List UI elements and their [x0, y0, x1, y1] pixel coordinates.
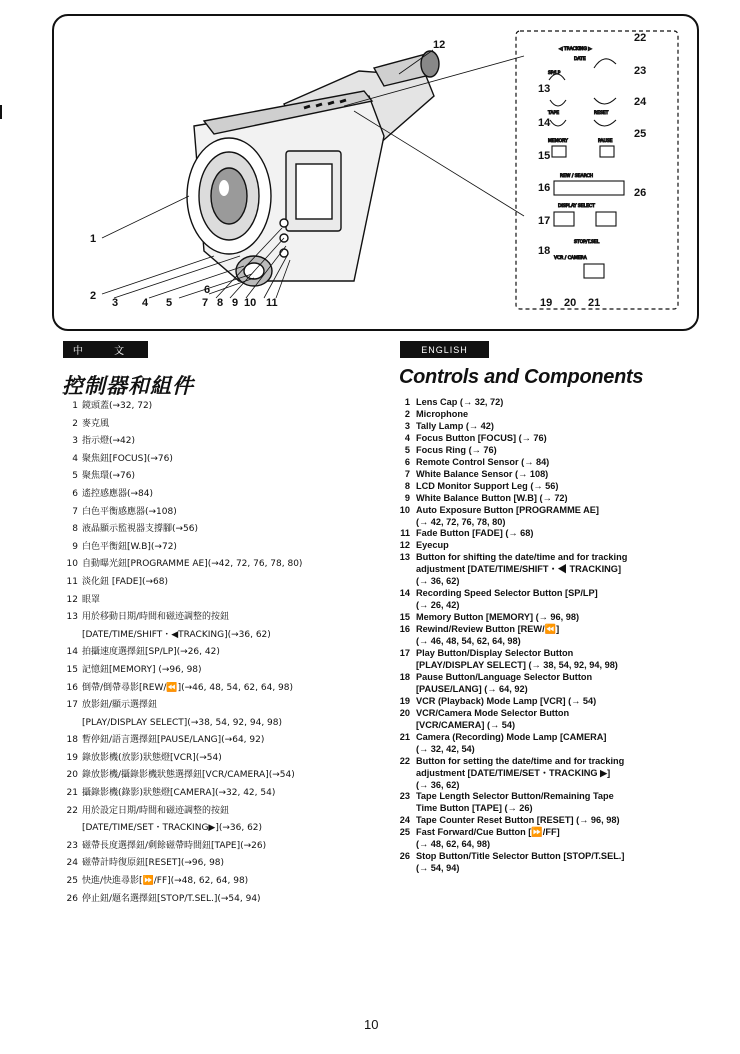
list-item [398, 672, 698, 696]
item-text [416, 505, 698, 529]
item-text [416, 851, 698, 875]
item-text [82, 609, 229, 627]
callout-25: 25 [634, 128, 647, 140]
item-number: 26 [66, 893, 78, 904]
callout-12: 12 [433, 39, 446, 51]
item-number: 21 [399, 731, 410, 742]
list-item [60, 838, 390, 856]
item-line: 鏡頭蓋(→32, 72) [82, 401, 153, 411]
item-line: 液晶顯示監視器支撐腳(→56) [82, 524, 199, 535]
item-text [416, 672, 698, 696]
item-line: 指示燈(→42) [82, 436, 136, 447]
list-item [398, 433, 698, 445]
list-item-continuation: [PLAY/DISPLAY SELECT](→38, 54, 92, 94, 98) [82, 717, 283, 728]
item-text [416, 756, 698, 792]
english-title: Controls and Components [399, 366, 644, 388]
item-line: (→ 32, 42, 54) [416, 743, 475, 754]
list-item [398, 505, 698, 529]
item-line: Tally Lamp (→ 42) [416, 420, 494, 431]
item-number: 23 [399, 791, 410, 802]
item-line: 磁帶計時復原鈕[RESET](→96, 98) [82, 858, 225, 869]
item-line: 聚焦環(→76) [82, 471, 136, 482]
item-line: adjustment [DATE/TIME/SET・TRACKING ▶] [416, 767, 611, 778]
item-line: 拍攝速度選擇鈕[SP/LP](→26, 42) [82, 647, 220, 658]
item-line: 暫停鈕/語言選擇鈕[PAUSE/LANG](→64, 92) [82, 735, 265, 746]
item-line: 遙控感應器(→84) [82, 488, 154, 499]
item-number: 8 [404, 480, 410, 491]
list-item [60, 609, 390, 627]
item-line: Pause Button/Language Selector Button [416, 671, 593, 682]
callout-20: 20 [564, 297, 577, 309]
item-line: (→ 26, 42) [416, 600, 460, 611]
item-number: 18 [399, 671, 410, 682]
list-item [398, 815, 698, 827]
list-item [60, 592, 390, 610]
item-number: 16 [66, 682, 78, 693]
item-line: 用於移動日期/時間和磁迹調整的按鈕 [82, 612, 230, 623]
callout-2: 2 [90, 290, 97, 302]
list-item [398, 612, 698, 624]
item-line: (→ 36, 62) [416, 779, 460, 790]
item-text [82, 855, 224, 873]
svg-text:DISPLAY SELECT: DISPLAY SELECT [558, 204, 595, 209]
item-number: 9 [404, 492, 410, 503]
item-text [416, 708, 698, 732]
list-item [398, 397, 698, 409]
item-text [416, 409, 698, 421]
item-line: (→ 48, 62, 64, 98) [416, 839, 491, 850]
item-line: (→ 46, 48, 54, 62, 64, 98) [416, 636, 521, 647]
item-number: 17 [66, 700, 78, 711]
item-line: (→ 54, 94) [416, 863, 460, 874]
item-text [416, 469, 698, 481]
item-text [82, 539, 177, 557]
item-number: 12 [66, 594, 78, 605]
control-panel-inset [516, 31, 678, 309]
item-line: 白色平衡鈕[W.B](→72) [82, 541, 177, 552]
item-text [82, 521, 198, 539]
callout-16: 16 [538, 182, 551, 194]
list-item [60, 644, 390, 662]
item-text [416, 540, 698, 552]
item-text [82, 838, 266, 856]
camcorder-drawing [187, 51, 439, 286]
list-item [398, 469, 698, 481]
item-number: 26 [399, 851, 410, 862]
item-line: Time Button [TAPE] (→ 26) [416, 803, 533, 814]
item-text [416, 827, 698, 851]
list-item [398, 827, 698, 851]
item-text [416, 433, 698, 445]
list-item [60, 873, 390, 891]
list-item [60, 785, 390, 803]
item-text [82, 803, 229, 821]
item-number: 5 [404, 444, 410, 455]
list-item [60, 556, 390, 574]
item-number: 2 [72, 418, 78, 429]
item-number: 7 [404, 468, 410, 479]
item-number: 16 [399, 624, 410, 635]
item-line: 快進/快進尋影[⏩/FF](→48, 62, 64, 98) [82, 876, 249, 887]
item-number: 1 [72, 401, 78, 411]
item-line: 錄放影機/攝錄影機狀態選擇鈕[VCR/CAMERA](→54) [82, 770, 295, 781]
item-text [82, 592, 100, 610]
item-text [82, 785, 275, 803]
list-item [60, 398, 390, 416]
item-text [416, 624, 698, 648]
list-item [60, 451, 390, 469]
item-number: 15 [66, 664, 78, 675]
item-number: 19 [66, 752, 78, 763]
item-text [82, 468, 135, 486]
list-item [60, 855, 390, 873]
item-line: Fast Forward/Cue Button [⏩/FF] [416, 827, 560, 838]
item-number: 1 [404, 397, 410, 407]
item-line: adjustment [DATE/TIME/SHIFT・◀ TRACKING] [416, 564, 622, 575]
svg-text:MEMORY: MEMORY [548, 139, 568, 144]
callout-19: 19 [540, 297, 553, 309]
item-line: Recording Speed Selector Button [SP/LP] [416, 588, 598, 599]
item-line: 攝錄影機(錄影)狀態燈[CAMERA](→32, 42, 54) [82, 788, 276, 799]
item-text [82, 433, 135, 451]
list-item-continuation: [DATE/TIME/SET・TRACKING▶](→36, 62) [82, 823, 263, 834]
item-line: [VCR/CAMERA] (→ 54) [416, 719, 516, 730]
item-line: 倒帶/倒帶尋影[REW/⏪](→46, 48, 54, 62, 64, 98) [82, 682, 294, 693]
svg-text:STOP/T.SEL: STOP/T.SEL [574, 240, 600, 245]
item-line: (→ 42, 72, 76, 78, 80) [416, 516, 506, 527]
callout-14: 14 [538, 117, 551, 129]
item-line: 聚焦鈕[FOCUS](→76) [82, 453, 173, 464]
list-item [398, 588, 698, 612]
item-line: Rewind/Review Button [REW/⏪] [416, 624, 560, 635]
english-component-list [398, 397, 698, 875]
page-number: 10 [364, 1017, 379, 1032]
callout-3: 3 [112, 297, 119, 309]
list-item [398, 481, 698, 493]
svg-text:◀ TRACKING ▶: ◀ TRACKING ▶ [559, 47, 592, 52]
callout-22: 22 [634, 32, 647, 44]
item-line: 錄放影機(放影)狀態燈[VCR](→54) [82, 752, 222, 763]
item-line: Camera (Recording) Mode Lamp [CAMERA] [416, 731, 607, 742]
list-item [398, 732, 698, 756]
item-text [82, 574, 168, 592]
item-text [82, 398, 152, 416]
callout-23: 23 [634, 65, 647, 77]
item-number: 25 [66, 876, 78, 887]
item-number: 5 [72, 471, 78, 482]
item-number: 21 [66, 788, 78, 799]
svg-text:SP/LP: SP/LP [548, 71, 561, 76]
item-line: 放影鈕/顯示選擇鈕 [82, 700, 158, 711]
svg-text:VCR / CAMERA: VCR / CAMERA [554, 256, 587, 261]
item-number: 11 [400, 528, 410, 539]
item-text [416, 648, 698, 672]
item-number: 22 [399, 755, 410, 766]
item-text [82, 697, 157, 715]
item-line: VCR/Camera Mode Selector Button [416, 707, 570, 718]
chinese-title: 控制器和組件 [62, 373, 194, 398]
list-item [60, 539, 390, 557]
item-line: Button for shifting the date/time and for tracking [416, 552, 628, 563]
item-number: 20 [399, 707, 410, 718]
item-number: 6 [404, 456, 410, 467]
item-text [82, 750, 222, 768]
item-number: 10 [399, 504, 410, 515]
camcorder-figure [52, 14, 699, 331]
item-number: 13 [399, 552, 410, 563]
item-text [82, 644, 220, 662]
svg-text:RESET: RESET [594, 111, 609, 116]
callout-10: 10 [244, 297, 257, 309]
list-item [398, 445, 698, 457]
item-number: 3 [404, 420, 410, 431]
callout-11: 11 [266, 297, 278, 309]
item-number: 6 [72, 488, 78, 499]
item-line: Tape Counter Reset Button [RESET] (→ 96, 98) [416, 815, 620, 826]
item-line: Focus Button [FOCUS] (→ 76) [416, 432, 547, 443]
list-item [60, 803, 390, 821]
item-text [82, 416, 109, 434]
item-text [82, 451, 173, 469]
camcorder-illustration [54, 16, 697, 329]
item-number: 2 [404, 408, 410, 419]
item-text [416, 445, 698, 457]
list-item [60, 574, 390, 592]
list-item [398, 624, 698, 648]
item-line: 用於設定日期/時間和磁迹調整的按鈕 [82, 805, 230, 816]
item-number: 4 [72, 453, 78, 464]
item-text [416, 696, 698, 708]
item-number: 4 [404, 432, 410, 443]
item-line: Tape Length Selector Button/Remaining Tape [416, 791, 614, 802]
item-line: 眼罩 [82, 594, 101, 605]
item-line: Memory Button [MEMORY] (→ 96, 98) [416, 612, 580, 623]
item-line: VCR (Playback) Mode Lamp [VCR] (→ 54) [416, 695, 597, 706]
list-item [60, 750, 390, 768]
item-number: 11 [66, 576, 78, 587]
item-text [82, 680, 293, 698]
list-item [398, 648, 698, 672]
chinese-component-list [60, 398, 390, 908]
item-number: 8 [72, 524, 78, 535]
item-line: White Balance Sensor (→ 108) [416, 468, 549, 479]
callout-4: 4 [142, 297, 149, 309]
item-line: Auto Exposure Button [PROGRAMME AE] [416, 504, 599, 515]
callout-7: 7 [202, 297, 209, 309]
item-line: Focus Ring (→ 76) [416, 444, 497, 455]
item-number: 18 [66, 735, 78, 746]
item-line: LCD Monitor Support Leg (→ 56) [416, 480, 559, 491]
list-item [60, 486, 390, 504]
item-line: 白色平衡感應器(→108) [82, 506, 177, 517]
callout-6: 6 [204, 284, 211, 296]
item-number: 10 [66, 559, 78, 570]
item-number: 20 [66, 770, 78, 781]
item-number: 24 [399, 815, 410, 826]
item-number: 9 [72, 541, 78, 552]
callout-5: 5 [166, 297, 173, 309]
svg-text:PAUSE: PAUSE [598, 139, 613, 144]
list-item [60, 891, 390, 909]
callout-13: 13 [538, 83, 551, 95]
list-item [60, 468, 390, 486]
list-item [60, 521, 390, 539]
item-text [416, 588, 698, 612]
list-item [398, 552, 698, 588]
item-line: Play Button/Display Selector Button [416, 648, 574, 659]
svg-text:REW / SEARCH: REW / SEARCH [560, 174, 594, 179]
item-line: Fade Button [FADE] (→ 68) [416, 528, 534, 539]
item-number: 23 [66, 840, 78, 851]
item-text [416, 612, 698, 624]
svg-text:DATE: DATE [574, 57, 586, 62]
item-text [82, 891, 261, 909]
list-item [60, 662, 390, 680]
callout-15: 15 [538, 150, 551, 162]
list-item [60, 767, 390, 785]
callout-1: 1 [90, 233, 97, 245]
list-item-continuation: [DATE/TIME/SHIFT・◀TRACKING](→36, 62) [82, 629, 271, 640]
item-text [82, 556, 302, 574]
item-line: 停止鈕/題名選擇鈕[STOP/T.SEL.](→54, 94) [82, 893, 261, 904]
item-line: 淡化鈕 [FADE](→68) [82, 576, 169, 587]
item-number: 7 [72, 506, 78, 517]
list-item [398, 409, 698, 421]
callout-8: 8 [217, 297, 224, 309]
callout-17: 17 [538, 215, 551, 227]
callout-21: 21 [588, 297, 601, 309]
item-line: Button for setting the date/time and for tracking [416, 755, 625, 766]
list-item [60, 697, 390, 715]
item-text [82, 486, 153, 504]
list-item [60, 504, 390, 522]
item-number: 24 [66, 858, 78, 869]
list-item [60, 433, 390, 451]
item-number: 19 [399, 695, 410, 706]
item-text [416, 493, 698, 505]
item-number: 3 [72, 436, 78, 447]
item-text [416, 732, 698, 756]
binding-mark [0, 105, 2, 119]
item-text [416, 397, 698, 409]
item-number: 12 [399, 540, 410, 551]
item-line: [PAUSE/LANG] (→ 64, 92) [416, 683, 528, 694]
item-line: White Balance Button [W.B] (→ 72) [416, 492, 568, 503]
item-text [416, 552, 698, 588]
item-line: Lens Cap (→ 32, 72) [416, 397, 504, 407]
item-line: Microphone [416, 408, 469, 419]
item-line: 麥克風 [82, 418, 110, 429]
item-number: 13 [66, 612, 78, 623]
list-item [398, 457, 698, 469]
list-item [398, 708, 698, 732]
item-text [82, 732, 264, 750]
list-item [398, 756, 698, 792]
list-item [60, 416, 390, 434]
chinese-section-badge: 中 文 [63, 341, 148, 358]
list-item [398, 540, 698, 552]
list-item [60, 680, 390, 698]
item-text [82, 873, 248, 891]
item-text [416, 481, 698, 493]
callout-24: 24 [634, 96, 647, 108]
item-text [416, 528, 698, 540]
list-item [60, 732, 390, 750]
item-text [416, 791, 698, 815]
item-line: 自動曝光鈕[PROGRAMME AE](→42, 72, 76, 78, 80) [82, 559, 303, 570]
callout-9: 9 [232, 297, 239, 309]
list-item [398, 791, 698, 815]
list-item [398, 493, 698, 505]
item-number: 22 [66, 805, 78, 816]
item-line: Remote Control Sensor (→ 84) [416, 456, 550, 467]
item-number: 15 [399, 612, 410, 623]
item-text [82, 662, 202, 680]
item-number: 14 [399, 588, 410, 599]
item-text [416, 421, 698, 433]
item-line: (→ 36, 62) [416, 576, 460, 587]
item-line: Stop Button/Title Selector Button [STOP/T.SEL.] [416, 851, 625, 862]
item-line: 磁帶長度選擇鈕/剩餘磁帶時間鈕[TAPE](→26) [82, 840, 267, 851]
callout-26: 26 [634, 187, 647, 199]
item-text [82, 504, 177, 522]
list-item [398, 696, 698, 708]
item-text [82, 767, 295, 785]
svg-text:TAPE: TAPE [548, 111, 560, 116]
list-item [398, 421, 698, 433]
item-text [416, 457, 698, 469]
item-number: 14 [66, 647, 78, 658]
item-line: [PLAY/DISPLAY SELECT] (→ 38, 54, 92, 94, 98) [416, 659, 618, 670]
english-section-badge: ENGLISH [400, 341, 489, 358]
list-item [398, 851, 698, 875]
item-number: 17 [399, 648, 410, 659]
item-number: 25 [399, 827, 410, 838]
callout-18: 18 [538, 245, 551, 257]
item-line: Eyecup [416, 540, 449, 551]
list-item [398, 528, 698, 540]
item-line: 記憶鈕[MEMORY] (→96, 98) [82, 664, 202, 675]
item-text [416, 815, 698, 827]
